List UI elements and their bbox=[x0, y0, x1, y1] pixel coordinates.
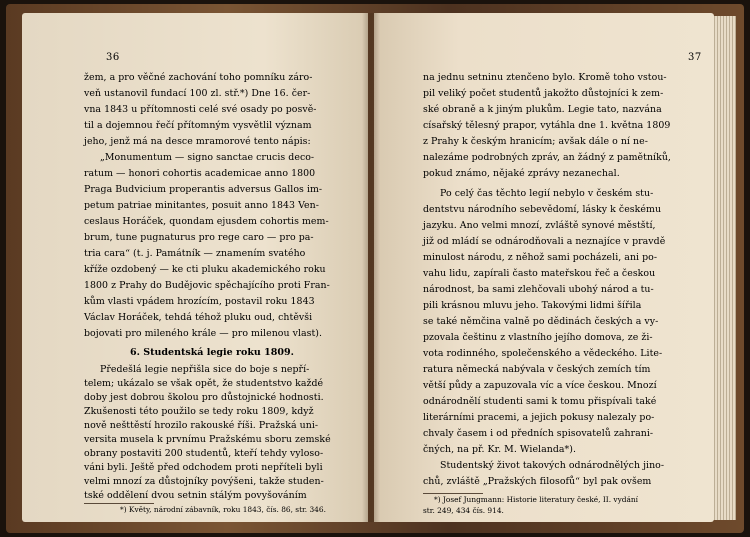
right-text-line: ské obraně a k jiným plukům. Legie tato, nazvána bbox=[423, 104, 662, 115]
left-text-line: Zkušenosti této použilo se tedy roku 1809, když bbox=[84, 406, 314, 417]
left-page-number: 36 bbox=[106, 52, 120, 63]
left-text-line: telem; ukázalo se však opět, že studentstvo každé bbox=[84, 378, 324, 389]
right-text-line: chů, zvláště „Pražských filosofů“ byl pak ovšem bbox=[423, 476, 652, 487]
right-text-line: ratura německá nabývala v českých zemích tím bbox=[423, 364, 651, 375]
left-text-line: ratum — honori cohortis academicae anno 1800 bbox=[84, 168, 316, 179]
page-edges bbox=[712, 16, 736, 520]
right-text-line: z Prahy k českým hranicím; avšak dále o ní ne- bbox=[423, 136, 648, 147]
right-footnote: *) Josef Jungmann: Historie literatury české, II. vydání bbox=[434, 495, 639, 504]
right-text-line: již od mládí se odnárodňovali a neznajíce v pravdě bbox=[423, 236, 666, 247]
right-footnote: str. 249, 434 čís. 914. bbox=[423, 506, 504, 515]
right-text-line: císařský tělesný prapor, vytáhla dne 1. května 1809 bbox=[423, 120, 671, 131]
left-text-line: Předešlá legie nepřišla sice do boje s nepří- bbox=[100, 364, 310, 375]
left-text-line: til a dojemnou řečí přítomným vysvětlil význam bbox=[84, 120, 312, 131]
left-text-line: versita musela k prvnímu Pražskému sboru zemské bbox=[84, 434, 331, 445]
footnote-rule bbox=[84, 503, 154, 504]
left-text-line: váni byli. Ještě před odchodem proti nepříteli byli bbox=[84, 462, 323, 473]
left-text-line: jeho, jenž má na desce mramorové tento nápis: bbox=[84, 136, 311, 147]
right-text-line: nalezáme podrobných zpráv, an žádný z pamětníků, bbox=[423, 152, 671, 163]
right-text-line: vahu lidu, zapírali často mateřskou řeč a českou bbox=[423, 268, 656, 279]
section-heading: 6. Studentská legie roku 1809. bbox=[130, 347, 294, 358]
right-text-line: se také němčina valně po dědinách českých a vy- bbox=[423, 316, 659, 327]
left-text-line: vna 1843 u přítomnosti celé své osady po posvě- bbox=[84, 104, 317, 115]
left-text-line: nově nešttěstí hrozilo rakouské říši. Pražská uni- bbox=[84, 420, 319, 431]
left-text-line: 1800 z Prahy do Budějovic spěchajícího proti Fran- bbox=[84, 280, 330, 291]
right-text-line: pil veliký počet studentů jakožto důstojníci k zem- bbox=[423, 88, 664, 99]
right-text-line: pzovala češtinu z vlastního jejího domova, ze ži- bbox=[423, 332, 653, 343]
left-text-line: tské oddělení dvou setnin stálým povyšováním bbox=[84, 490, 307, 501]
left-text-line: Václav Horáček, tehdá téhož pluku oud, chtěvši bbox=[84, 312, 313, 323]
right-text-line: čných, na př. Kr. M. Wielanda*). bbox=[423, 444, 576, 455]
right-page-number: 37 bbox=[688, 52, 702, 63]
right-text-line: na jednu setninu ztenčeno bylo. Kromě toho vstou- bbox=[423, 72, 667, 83]
left-text-line: žem, a pro věčné zachování toho pomníku záro- bbox=[84, 72, 313, 83]
right-text-line: vota rodinného, společenského a vědeckého. Lite- bbox=[423, 348, 663, 359]
right-text-line: jazyku. Ano velmi mnozí, zvláště synové městští, bbox=[423, 220, 656, 231]
left-text-line: tria cara“ (t. j. Památník — znamením svatého bbox=[84, 248, 306, 259]
right-text-line: Studentský život takových odnárodnělých jino- bbox=[440, 460, 665, 471]
left-text-line: bojovati pro mileného krále — pro milenou vlast). bbox=[84, 328, 323, 339]
left-text-line: obrany postaviti 200 studentů, kteří tehdy vyloso- bbox=[84, 448, 324, 459]
right-text-line: pokud známo, nějaké zprávy nezanechal. bbox=[423, 168, 620, 179]
right-text-line: větší půdy a zapuzovala víc a více českou. Mnozí bbox=[423, 380, 657, 391]
left-text-line: velmi mnozí za důstojníky povýšeni, takže studen- bbox=[84, 476, 324, 487]
left-text-line: veň ustanovil fundací 100 zl. stř.*) Dne 16. čer- bbox=[84, 88, 311, 99]
left-text-line: kům vlasti vpádem hrozícím, postavil roku 1843 bbox=[84, 296, 315, 307]
footnote-rule bbox=[423, 493, 483, 494]
right-text-line: pili krásnou mluvu jeho. Takovými lidmi šířila bbox=[423, 300, 642, 311]
left-text-line: Praga Budvicium properantis adversus Gallos im- bbox=[84, 184, 323, 195]
right-text-line: minulost národu, z něhož sami pocházeli, ani po- bbox=[423, 252, 658, 263]
left-text-line: doby jest dobrou školou pro důstojnické hodnosti. bbox=[84, 392, 324, 403]
right-text-line: národnost, ba sami zlehčovali ubohý národ a tu- bbox=[423, 284, 654, 295]
right-text-line: Po celý čas těchto legií nebylo v českém stu- bbox=[440, 188, 654, 199]
left-text-line: ceslaus Horáček, quondam ejusdem cohortis mem- bbox=[84, 216, 329, 227]
left-footnote: *) Květy, národní zábavník, roku 1843, čís. 86, str. 346. bbox=[120, 505, 326, 514]
left-text-line: kříže ozdobený — ke cti pluku akademického roku bbox=[84, 264, 326, 275]
right-text-line: dentstvu národního sebevědomí, lásky k českému bbox=[423, 204, 662, 215]
left-text-line: petum patriae minitantes, posuit anno 1843 Ven- bbox=[84, 200, 319, 211]
right-text-line: literárními pracemi, a jejich pokusy nalezaly po- bbox=[423, 412, 655, 423]
left-text-line: „Monumentum — signo sanctae crucis deco- bbox=[100, 152, 315, 163]
right-text-line: odnárodnělí studenti sami k tomu přispívali také bbox=[423, 396, 657, 407]
right-text-line: chvaly časem i od předních spisovatelů zahrani- bbox=[423, 428, 654, 439]
left-text-line: brum, tune pugnaturus pro rege caro — pro pa- bbox=[84, 232, 314, 243]
book-gutter bbox=[362, 13, 380, 522]
